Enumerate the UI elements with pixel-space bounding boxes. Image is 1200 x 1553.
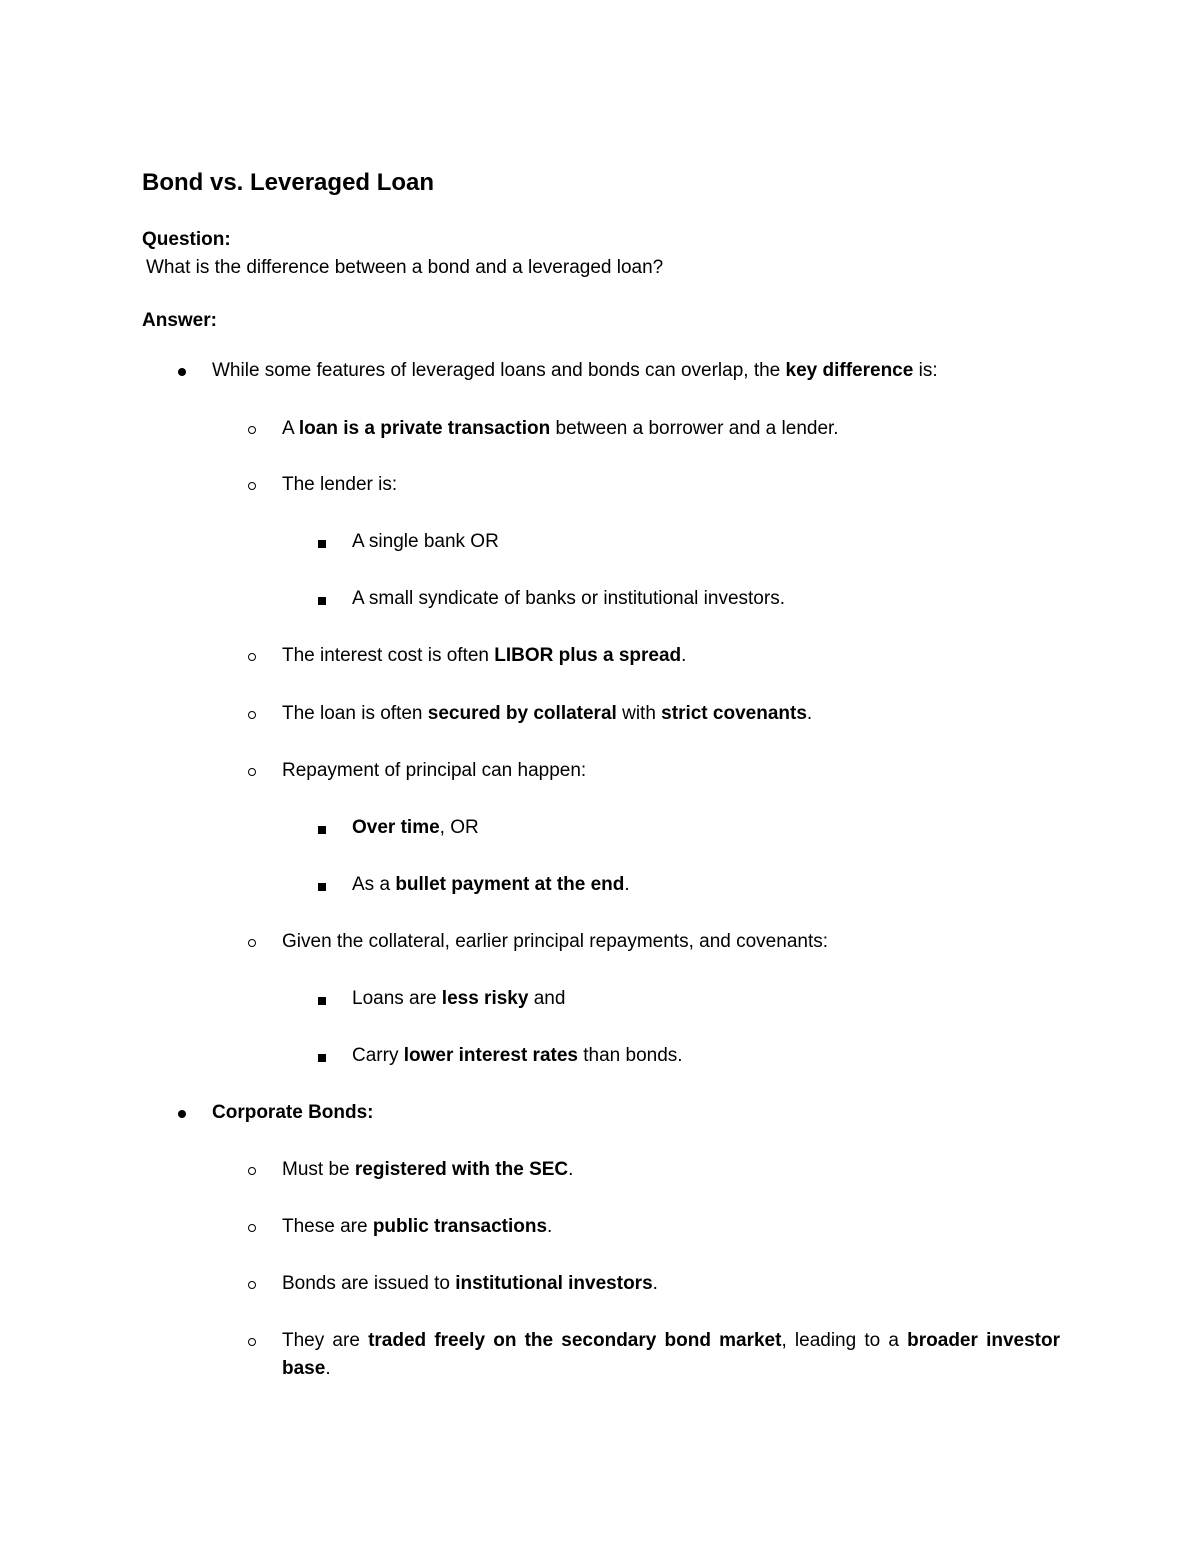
list-item-lender-is: The lender is:	[282, 474, 398, 495]
circle-bullet-icon	[248, 1338, 256, 1346]
square-bullet-icon	[318, 826, 326, 834]
circle-bullet-icon	[248, 653, 256, 661]
circle-bullet-icon	[248, 768, 256, 776]
circle-bullet-icon	[248, 711, 256, 719]
square-bullet-icon	[318, 1054, 326, 1062]
list-item-loan-private: A loan is a private transaction between a borrower and a lender.	[282, 418, 839, 439]
question-text: What is the difference between a bond and a leveraged loan?	[146, 257, 664, 278]
circle-bullet-icon	[248, 1167, 256, 1175]
circle-bullet-icon	[248, 426, 256, 434]
circle-bullet-icon	[248, 1281, 256, 1289]
list-item-issued: Bonds are issued to institutional investors.	[282, 1273, 658, 1294]
list-item-traded: They are traded freely on the secondary bond market, leading to a broader investor base.	[282, 1330, 1060, 1379]
disc-bullet-icon	[178, 368, 186, 376]
square-bullet-icon	[318, 597, 326, 605]
circle-bullet-icon	[248, 1224, 256, 1232]
disc-bullet-icon	[178, 1110, 186, 1118]
page-title: Bond vs. Leveraged Loan	[142, 169, 435, 196]
list-item-corporate-bonds: Corporate Bonds:	[212, 1102, 374, 1123]
list-item-less-risky: Loans are less risky and	[352, 988, 566, 1009]
list-item-syndicate: A small syndicate of banks or institutional investors.	[352, 588, 785, 609]
list-item-public: These are public transactions.	[282, 1216, 553, 1237]
square-bullet-icon	[318, 883, 326, 891]
circle-bullet-icon	[248, 482, 256, 490]
list-item-interest-cost: The interest cost is often LIBOR plus a spread.	[282, 645, 687, 666]
square-bullet-icon	[318, 540, 326, 548]
list-item-sec: Must be registered with the SEC.	[282, 1159, 574, 1180]
circle-bullet-icon	[248, 939, 256, 947]
list-item-secured: The loan is often secured by collateral with strict covenants.	[282, 703, 813, 724]
answer-label: Answer:	[142, 310, 217, 331]
list-item-lower-rates: Carry lower interest rates than bonds.	[352, 1045, 683, 1066]
list-item-bullet-payment: As a bullet payment at the end.	[352, 874, 630, 895]
question-label: Question:	[142, 229, 231, 250]
list-item-repayment: Repayment of principal can happen:	[282, 760, 587, 781]
list-item-given: Given the collateral, earlier principal repayments, and covenants:	[282, 931, 829, 952]
square-bullet-icon	[318, 997, 326, 1005]
list-item-over-time: Over time, OR	[352, 817, 479, 838]
list-item-single-bank: A single bank OR	[352, 531, 499, 552]
list-item-key-difference: While some features of leveraged loans and bonds can overlap, the key difference is:	[212, 360, 938, 381]
